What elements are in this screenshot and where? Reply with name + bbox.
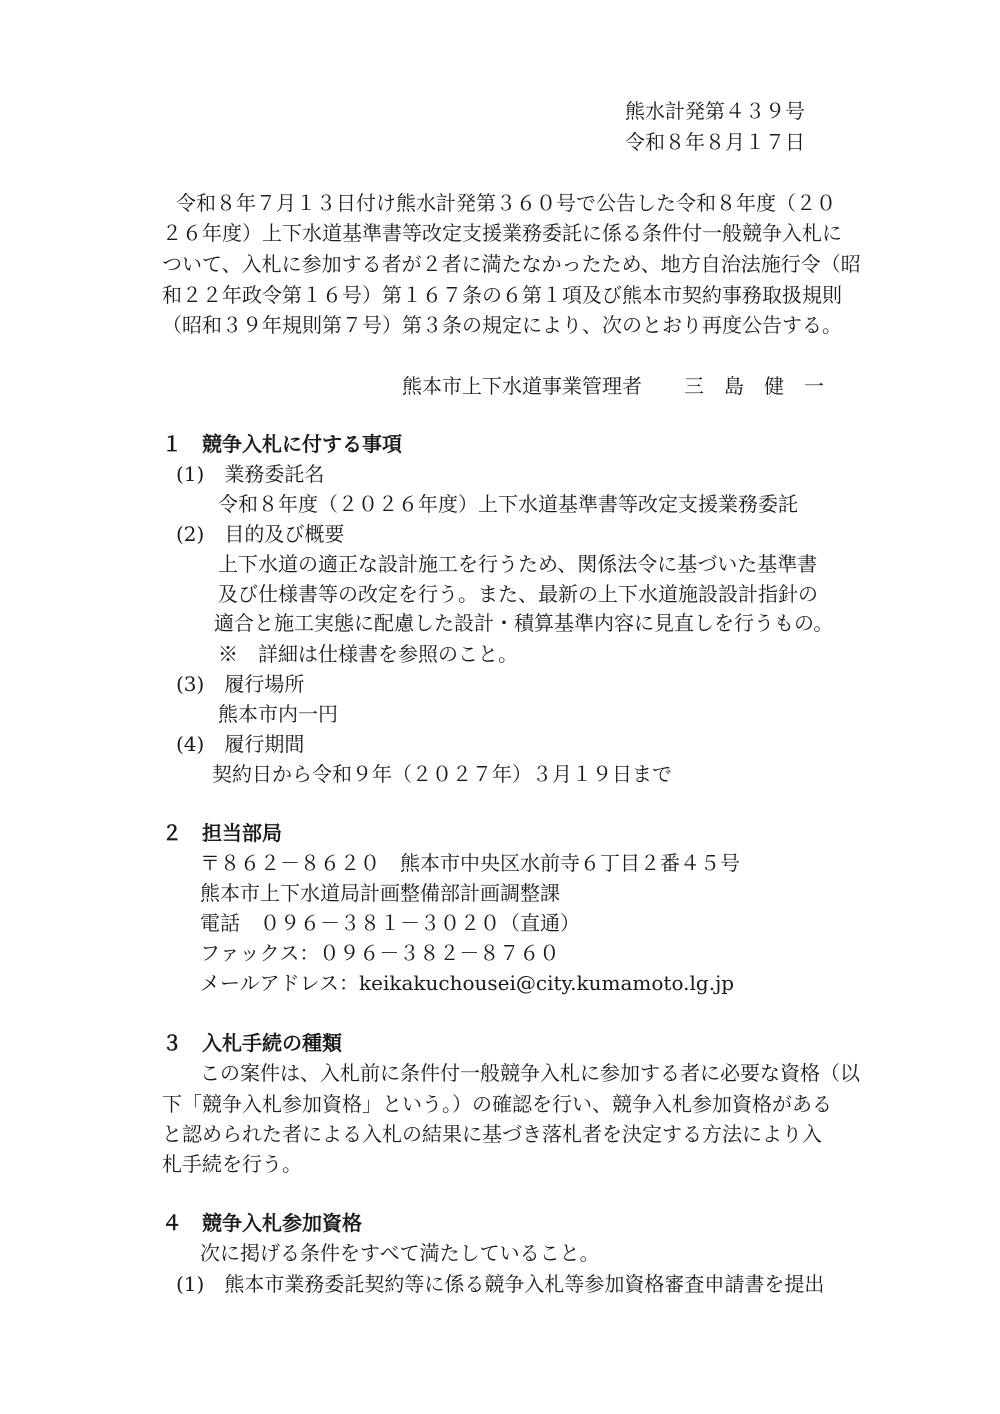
preamble-line: 令和８年７月１３日付け熊水計発第３６０号で公告した令和８年度（２０ bbox=[176, 191, 836, 215]
preamble-line: ２６年度）上下水道基準書等改定支援業務委託に係る条件付一般競争入札に bbox=[162, 221, 842, 245]
section-1-item-2-label: (2) 目的及び概要 bbox=[176, 522, 345, 546]
section-1-heading: １ 競争入札に付する事項 bbox=[162, 432, 402, 456]
section-2-fax: ファックス：０９６－３８２－８７６０ bbox=[200, 941, 560, 965]
section-3-heading: ３ 入札手続の種類 bbox=[162, 1031, 342, 1055]
section-1-item-1-text: 令和８年度（２０２６年度）上下水道基準書等改定支援業務委託 bbox=[218, 492, 798, 516]
section-4-item-1: (1) 熊本市業務委託契約等に係る競争入札等参加資格審査申請書を提出 bbox=[176, 1272, 825, 1296]
signatory-name: 三 島 健 一 bbox=[684, 374, 824, 398]
section-1-item-4-label: (4) 履行期間 bbox=[176, 732, 305, 756]
section-3-line: この案件は、入札前に条件付一般競争入札に参加する者に必要な資格（以 bbox=[200, 1061, 860, 1085]
section-3-line: 下「競争入札参加資格」という。）の確認を行い、競争入札参加資格がある bbox=[162, 1092, 832, 1116]
preamble-line: 和２２年政令第１６号）第１６７条の６第１項及び熊本市契約事務取扱規則 bbox=[162, 283, 842, 307]
section-2-email: メールアドレス：keikakuchousei@city.kumamoto.lg.jp bbox=[200, 971, 735, 995]
section-1-item-2-line: 適合と施工実態に配慮した設計・積算基準内容に見直しを行うもの。 bbox=[214, 611, 834, 635]
section-3-line: と認められた者による入札の結果に基づき落札者を決定する方法により入 bbox=[162, 1122, 822, 1146]
section-1-item-3-label: (3) 履行場所 bbox=[176, 672, 305, 696]
section-1-item-2-line: 及び仕様書等の改定を行う。また、最新の上下水道施設設計指針の bbox=[218, 582, 818, 606]
section-2-heading: ２ 担当部局 bbox=[162, 821, 282, 845]
section-2-address: 〒８６２－８６２０ 熊本市中央区水前寺６丁目２番４５号 bbox=[200, 851, 740, 875]
document-date: 令和８年８月１７日 bbox=[625, 130, 805, 154]
document-number: 熊水計発第４３９号 bbox=[625, 99, 805, 123]
section-3-line: 札手続を行う。 bbox=[162, 1152, 302, 1176]
section-4-heading: ４ 競争入札参加資格 bbox=[162, 1211, 362, 1235]
preamble-line: ついて、入札に参加する者が２者に満たなかったため、地方自治法施行令（昭 bbox=[162, 252, 861, 276]
preamble-line: （昭和３９年規則第７号）第３条の規定により、次のとおり再度公告する。 bbox=[162, 313, 842, 337]
section-1-item-1-label: (1) 業務委託名 bbox=[176, 462, 325, 486]
section-1-item-3-text: 熊本市内一円 bbox=[218, 702, 338, 726]
section-1-item-4-text: 契約日から令和９年（２０２７年）３月１９日まで bbox=[212, 762, 672, 786]
section-4-intro: 次に掲げる条件をすべて満たしていること。 bbox=[200, 1241, 600, 1265]
section-2-phone: 電話 ０９６－３８１－３０２０（直通） bbox=[200, 911, 580, 935]
signatory-title: 熊本市上下水道事業管理者 bbox=[402, 374, 642, 398]
section-2-department: 熊本市上下水道局計画整備部計画調整課 bbox=[200, 881, 560, 905]
section-1-item-2-line: 上下水道の適正な設計施工を行うため、関係法令に基づいた基準書 bbox=[218, 552, 818, 576]
section-1-item-2-note: ※ 詳細は仕様書を参照のこと。 bbox=[218, 642, 518, 666]
